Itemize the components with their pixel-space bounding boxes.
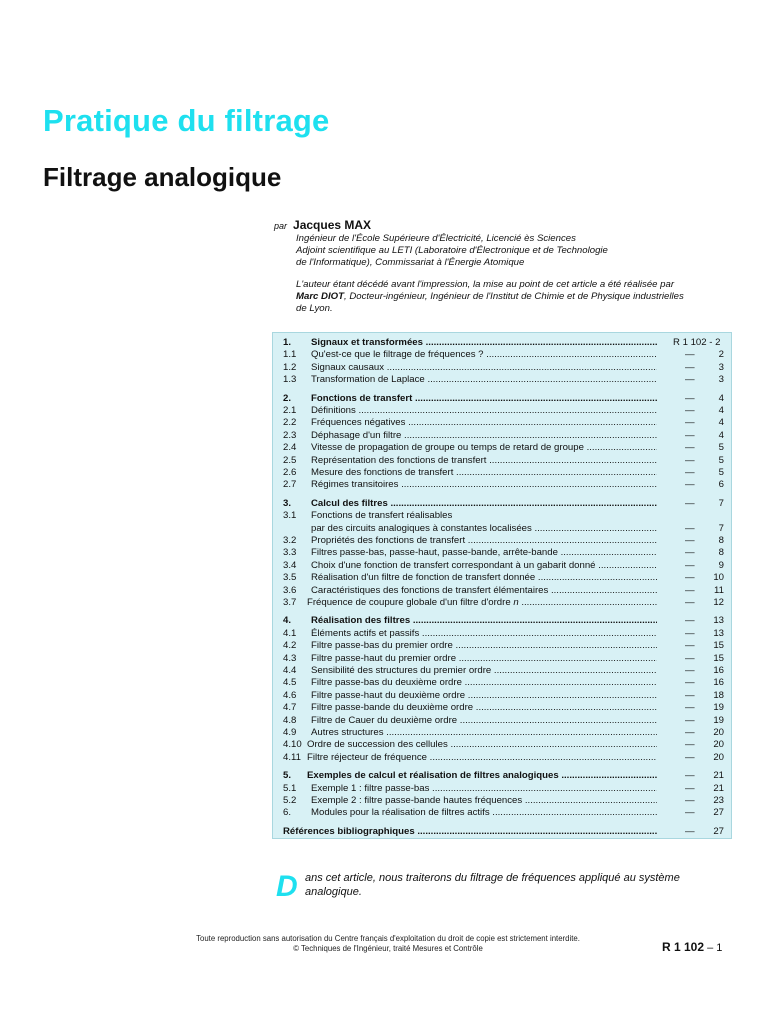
toc-entry-label: Définitions ..... xyxy=(311,405,657,417)
toc-entry-label: Filtres passe-bas, passe-haut, passe-bande, arrête-bande ..... xyxy=(311,547,657,559)
toc-entry-dash: — xyxy=(685,454,695,466)
toc-entry-dash: — xyxy=(685,652,695,664)
toc-entry-number: 4.4 xyxy=(283,665,297,676)
copyright-line: © Techniques de l'Ingénieur, traité Mesures et Contrôle xyxy=(293,943,483,953)
toc-entry-number: 2. xyxy=(283,392,292,404)
toc-entry-page: 5 xyxy=(718,442,724,454)
toc-entry-label: Exemple 2 : filtre passe-bande hautes fréquences ..... xyxy=(311,795,657,807)
toc-entry-page: 9 xyxy=(718,559,724,571)
toc-entry-number: 2.2 xyxy=(283,417,297,429)
toc-entry-number: 3.2 xyxy=(283,535,297,546)
toc-entry[interactable] xyxy=(283,547,724,559)
toc-entry-dash: — xyxy=(685,361,695,373)
author-note-end: de Lyon. xyxy=(296,303,333,314)
toc-entry-dash: — xyxy=(685,677,695,689)
toc-entry-number: 2.4 xyxy=(283,442,297,454)
toc-entry-dash: — xyxy=(685,727,695,738)
document-reference xyxy=(662,940,722,954)
toc-entry-number: 2.3 xyxy=(283,429,297,441)
toc-entry-page: 15 xyxy=(713,640,724,652)
toc-entry-page: 4 xyxy=(718,429,724,441)
toc-entry-page: 6 xyxy=(718,479,724,491)
toc-entry-number: 3.3 xyxy=(283,547,297,559)
toc-entry-page: 4 xyxy=(718,405,724,416)
toc-entry-number: 2.6 xyxy=(283,467,297,478)
toc-entry[interactable] xyxy=(283,467,724,479)
toc-entry-dash: — xyxy=(685,429,695,441)
toc-entry-page: 8 xyxy=(718,535,724,546)
toc-entry-dash: — xyxy=(685,782,695,794)
toc-entry[interactable] xyxy=(283,510,724,522)
toc-entry-page: 2 xyxy=(718,349,724,361)
toc-entry[interactable] xyxy=(283,498,724,510)
toc-entry[interactable] xyxy=(283,585,724,597)
toc-entry-label: Réalisation d'un filtre de fonction de transfert donnée ..... xyxy=(311,572,657,584)
toc-entry-number: 2.7 xyxy=(283,479,297,491)
toc-entry-page: 19 xyxy=(713,702,724,714)
table-of-contents xyxy=(272,332,732,839)
toc-entry[interactable] xyxy=(283,752,724,764)
author-affiliation: Adjoint scientifique au LETI (Laboratoire d'Électronique et de Technologie xyxy=(296,245,608,256)
toc-entry-number: 5. xyxy=(283,770,292,782)
toc-entry-label: Modules pour la réalisation de filtres actifs ..... xyxy=(311,807,657,819)
toc-entry-number: 3.1 xyxy=(283,510,297,522)
toc-entry-label: Mesure des fonctions de transfert ..... xyxy=(311,467,657,479)
toc-entry-page: 21 xyxy=(713,770,724,782)
copyright-line: Toute reproduction sans autorisation du Centre français d'exploitation du droit de copie est strictement interdite. xyxy=(196,934,580,943)
toc-entry-dash: — xyxy=(685,689,695,701)
toc-entry-dash: — xyxy=(685,535,695,546)
toc-entry-number: 1. xyxy=(283,337,292,348)
toc-entry-label: Signaux causaux ..... xyxy=(311,362,657,374)
toc-entry-dash: — xyxy=(685,522,695,534)
toc-entry[interactable] xyxy=(283,535,724,547)
author-name: Jacques MAX xyxy=(293,218,372,232)
toc-entry[interactable] xyxy=(283,783,724,795)
toc-entry[interactable] xyxy=(283,572,724,584)
toc-entry-number: 3.5 xyxy=(283,572,297,584)
toc-entry-page: 7 xyxy=(718,522,724,534)
toc-entry-page: 16 xyxy=(713,665,724,676)
author-note xyxy=(274,279,744,315)
toc-entry-page: 3 xyxy=(718,374,724,386)
toc-entry-number: 4.2 xyxy=(283,640,297,652)
toc-entry-page: 15 xyxy=(713,652,724,664)
toc-entry-page: 12 xyxy=(713,597,724,608)
toc-entry-label: Filtre passe-bas du deuxième ordre ..... xyxy=(311,677,657,689)
toc-entry-number: 4.9 xyxy=(283,727,297,738)
toc-entry-page: 13 xyxy=(713,627,724,639)
toc-entry-dash: — xyxy=(685,547,695,559)
toc-entry-dash: — xyxy=(685,467,695,478)
toc-entry-dash: — xyxy=(685,374,695,386)
toc-entry-dash: — xyxy=(685,497,695,509)
toc-entry-page: 16 xyxy=(713,677,724,689)
toc-entry[interactable] xyxy=(283,430,724,442)
toc-entry[interactable] xyxy=(283,690,724,702)
toc-entry-page: 3 xyxy=(718,361,724,373)
toc-entry-dash: — xyxy=(685,597,695,608)
toc-entry-label: Sensibilité des structures du premier ordre ..... xyxy=(311,665,657,677)
toc-entry-page: 8 xyxy=(718,547,724,559)
toc-entry-label: Choix d'une fonction de transfert correspondant à un gabarit donné ..... xyxy=(311,560,657,572)
toc-entry-number: 6. xyxy=(283,807,292,819)
toc-entry-page: 4 xyxy=(718,417,724,429)
toc-entry[interactable] xyxy=(283,628,724,640)
document-code: R 1 102 xyxy=(662,940,705,954)
toc-entry-page: 18 xyxy=(713,689,724,701)
toc-entry-page: 7 xyxy=(718,497,724,509)
toc-entry-label: Filtre passe-haut du premier ordre ..... xyxy=(311,653,657,665)
toc-entry-page: 20 xyxy=(713,727,724,738)
toc-entry-label: Régimes transitoires ..... xyxy=(311,479,657,491)
toc-entry-number: 4.10 xyxy=(283,739,302,751)
toc-entry-dash: — xyxy=(685,665,695,676)
toc-entry-label: Filtre de Cauer du deuxième ordre ..... xyxy=(311,715,657,727)
toc-entry[interactable] xyxy=(283,727,724,739)
toc-entry-number: 4.3 xyxy=(283,652,297,664)
toc-entry[interactable] xyxy=(283,455,724,467)
toc-entry[interactable] xyxy=(283,739,724,751)
toc-entry-number: 1.1 xyxy=(283,349,297,361)
toc-entry[interactable] xyxy=(283,770,724,782)
toc-entry[interactable] xyxy=(283,442,724,454)
toc-entry-label: Exemples de calcul et réalisation de filtres analogiques ..... xyxy=(307,770,657,782)
toc-entry-label: Propriétés des fonctions de transfert ..... xyxy=(311,535,657,547)
toc-entry-page: 20 xyxy=(713,751,724,763)
toc-entry-label: Filtre passe-haut du deuxième ordre ..... xyxy=(311,690,657,702)
toc-entry-dash: — xyxy=(685,714,695,726)
author-block xyxy=(274,219,744,315)
toc-entry[interactable] xyxy=(283,653,724,665)
toc-entry-dash: — xyxy=(685,702,695,714)
toc-entry-number: 3.6 xyxy=(283,584,297,596)
toc-entry-number: 4.6 xyxy=(283,689,297,701)
toc-entry-dash: — xyxy=(685,770,695,782)
toc-entry-label: Éléments actifs et passifs ..... xyxy=(311,628,657,640)
toc-entry[interactable] xyxy=(283,523,724,535)
author-affiliation: Ingénieur de l'École Supérieure d'Électricité, Licencié ès Sciences xyxy=(296,233,576,244)
toc-entry-number: 4.5 xyxy=(283,677,297,689)
toc-entry-number: 3. xyxy=(283,497,292,509)
intro-text: ans cet article, nous traiterons du filtrage de fréquences appliqué au système analogique. xyxy=(305,872,680,898)
author-affiliation: de l'Informatique), Commissariat à l'Énergie Atomique xyxy=(296,257,525,268)
toc-entry[interactable] xyxy=(283,795,724,807)
toc-entry-dash: — xyxy=(685,825,695,837)
toc-entry-number: 1.3 xyxy=(283,374,297,386)
toc-entry-label: Déphasage d'un filtre ..... xyxy=(311,430,657,442)
toc-entry-number: 3.4 xyxy=(283,559,297,571)
toc-entry[interactable] xyxy=(283,349,724,361)
toc-entry-label: Caractéristiques des fonctions de transfert élémentaires ..... xyxy=(311,585,657,597)
toc-entry-label: Fonctions de transfert réalisables xyxy=(311,510,453,522)
toc-entry[interactable] xyxy=(283,560,724,572)
toc-entry-dash: — xyxy=(685,392,695,404)
toc-entry-page: 5 xyxy=(718,467,724,478)
toc-entry-page: 27 xyxy=(713,807,724,819)
toc-entry-number: 4.7 xyxy=(283,702,297,714)
toc-entry[interactable] xyxy=(283,826,724,838)
toc-entry-dash: — xyxy=(685,615,695,627)
toc-entry-number: 5.2 xyxy=(283,795,297,806)
toc-entry-number: 5.1 xyxy=(283,782,297,794)
toc-entry-dash: — xyxy=(685,640,695,652)
toc-entry[interactable] xyxy=(283,677,724,689)
author-note-rest: , Docteur-ingénieur, Ingénieur de l'Institut de Chimie et de Physique industrielles xyxy=(343,291,684,302)
toc-entry-label: Fréquence de coupure globale d'un filtre d'ordre n ..... xyxy=(307,597,657,609)
toc-entry-page: 5 xyxy=(718,454,724,466)
toc-entry-dash: — xyxy=(685,572,695,584)
toc-entry-number: 3.7 xyxy=(283,597,297,608)
toc-entry-page: 10 xyxy=(713,572,724,584)
math-variable: n xyxy=(513,597,519,608)
toc-entry[interactable] xyxy=(283,479,724,491)
toc-entry-number: 1.2 xyxy=(283,361,297,373)
toc-entry-page: 11 xyxy=(714,584,724,596)
page-number: – 1 xyxy=(704,942,723,954)
toc-entry[interactable] xyxy=(283,597,724,609)
toc-entry[interactable] xyxy=(283,405,724,417)
author-prefix: par xyxy=(274,221,288,231)
toc-entry-number: 4.1 xyxy=(283,627,297,639)
toc-entry-dash: — xyxy=(685,584,695,596)
toc-entry-label: Exemple 1 : filtre passe-bas ..... xyxy=(311,783,657,795)
toc-entry[interactable] xyxy=(283,640,724,652)
toc-entry[interactable] xyxy=(283,337,724,349)
toc-entry[interactable] xyxy=(283,665,724,677)
toc-entry[interactable] xyxy=(283,702,724,714)
toc-entry-label: Filtre passe-bas du premier ordre ..... xyxy=(311,640,657,652)
toc-entry-page: 4 xyxy=(718,392,724,404)
toc-entry-page: 23 xyxy=(713,795,724,806)
toc-entry-label: Filtre réjecteur de fréquence ..... xyxy=(307,752,657,764)
toc-entry-dash: — xyxy=(685,751,695,763)
toc-entry-dash: — xyxy=(685,559,695,571)
toc-entry-number: 2.1 xyxy=(283,405,297,416)
page-title: Pratique du filtrage xyxy=(43,103,330,138)
toc-entry-page: 19 xyxy=(713,714,724,726)
toc-entry-dash: — xyxy=(685,627,695,639)
page-subtitle: Filtrage analogique xyxy=(43,162,282,192)
toc-entry-label: Vitesse de propagation de groupe ou temps de retard de groupe ..... xyxy=(311,442,657,454)
toc-entry[interactable] xyxy=(283,374,724,386)
toc-entry[interactable] xyxy=(283,417,724,429)
toc-entry-label: Représentation des fonctions de transfert ..... xyxy=(311,455,657,467)
toc-entry-number: 4.8 xyxy=(283,714,297,726)
toc-entry-label: Ordre de succession des cellules ..... xyxy=(307,739,657,751)
toc-entry-label: Calcul des filtres ..... xyxy=(311,498,657,510)
toc-entry-dash: — xyxy=(685,795,695,806)
toc-entry-label: Qu'est-ce que le filtrage de fréquences ? ..... xyxy=(311,349,657,361)
copyright-notice xyxy=(140,934,636,954)
toc-entry-dash: — xyxy=(685,417,695,429)
toc-entry[interactable] xyxy=(283,715,724,727)
toc-entry[interactable] xyxy=(283,615,724,627)
toc-entry-dash: — xyxy=(685,442,695,454)
toc-entry-label: Fréquences négatives ..... xyxy=(311,417,657,429)
toc-entry-label: par des circuits analogiques à constantes localisées ..... xyxy=(311,523,657,535)
toc-entry-page: 13 xyxy=(713,615,724,627)
toc-entry-label: Autres structures ..... xyxy=(311,727,657,739)
toc-entry-dash: — xyxy=(685,349,695,361)
toc-entry-number: 4.11 xyxy=(283,751,301,763)
toc-entry-page: 20 xyxy=(713,739,724,751)
author-note-lead: L'auteur étant décédé avant l'impression, la mise au point de cet article a été réalisée par xyxy=(296,279,675,290)
toc-entry-dash: — xyxy=(685,739,695,751)
toc-entry[interactable] xyxy=(283,362,724,374)
toc-entry-label: Filtre passe-bande du deuxième ordre ..... xyxy=(311,702,657,714)
toc-entry-label: Signaux et transformées ..... xyxy=(311,337,657,349)
author-note-name: Marc DIOT xyxy=(296,291,344,302)
toc-entry-page: 21 xyxy=(713,782,724,794)
drop-cap: D xyxy=(276,870,298,903)
toc-entry[interactable] xyxy=(283,393,724,405)
toc-entry-dash: — xyxy=(685,479,695,491)
toc-entry-dash: — xyxy=(685,807,695,819)
toc-entry-page: 27 xyxy=(713,825,724,837)
toc-entry-label: Références bibliographiques ..... xyxy=(283,826,657,838)
toc-entry-label: Fonctions de transfert ..... xyxy=(311,393,657,405)
toc-reference-code: R 1 102 - 2 xyxy=(673,337,721,348)
toc-entry-number: 4. xyxy=(283,615,292,627)
toc-entry-number: 2.5 xyxy=(283,454,297,466)
toc-entry-dash: — xyxy=(685,405,695,416)
toc-entry-label: Transformation de Laplace ..... xyxy=(311,374,657,386)
toc-entry[interactable] xyxy=(283,807,724,819)
toc-entry-label: Réalisation des filtres ..... xyxy=(311,615,657,627)
